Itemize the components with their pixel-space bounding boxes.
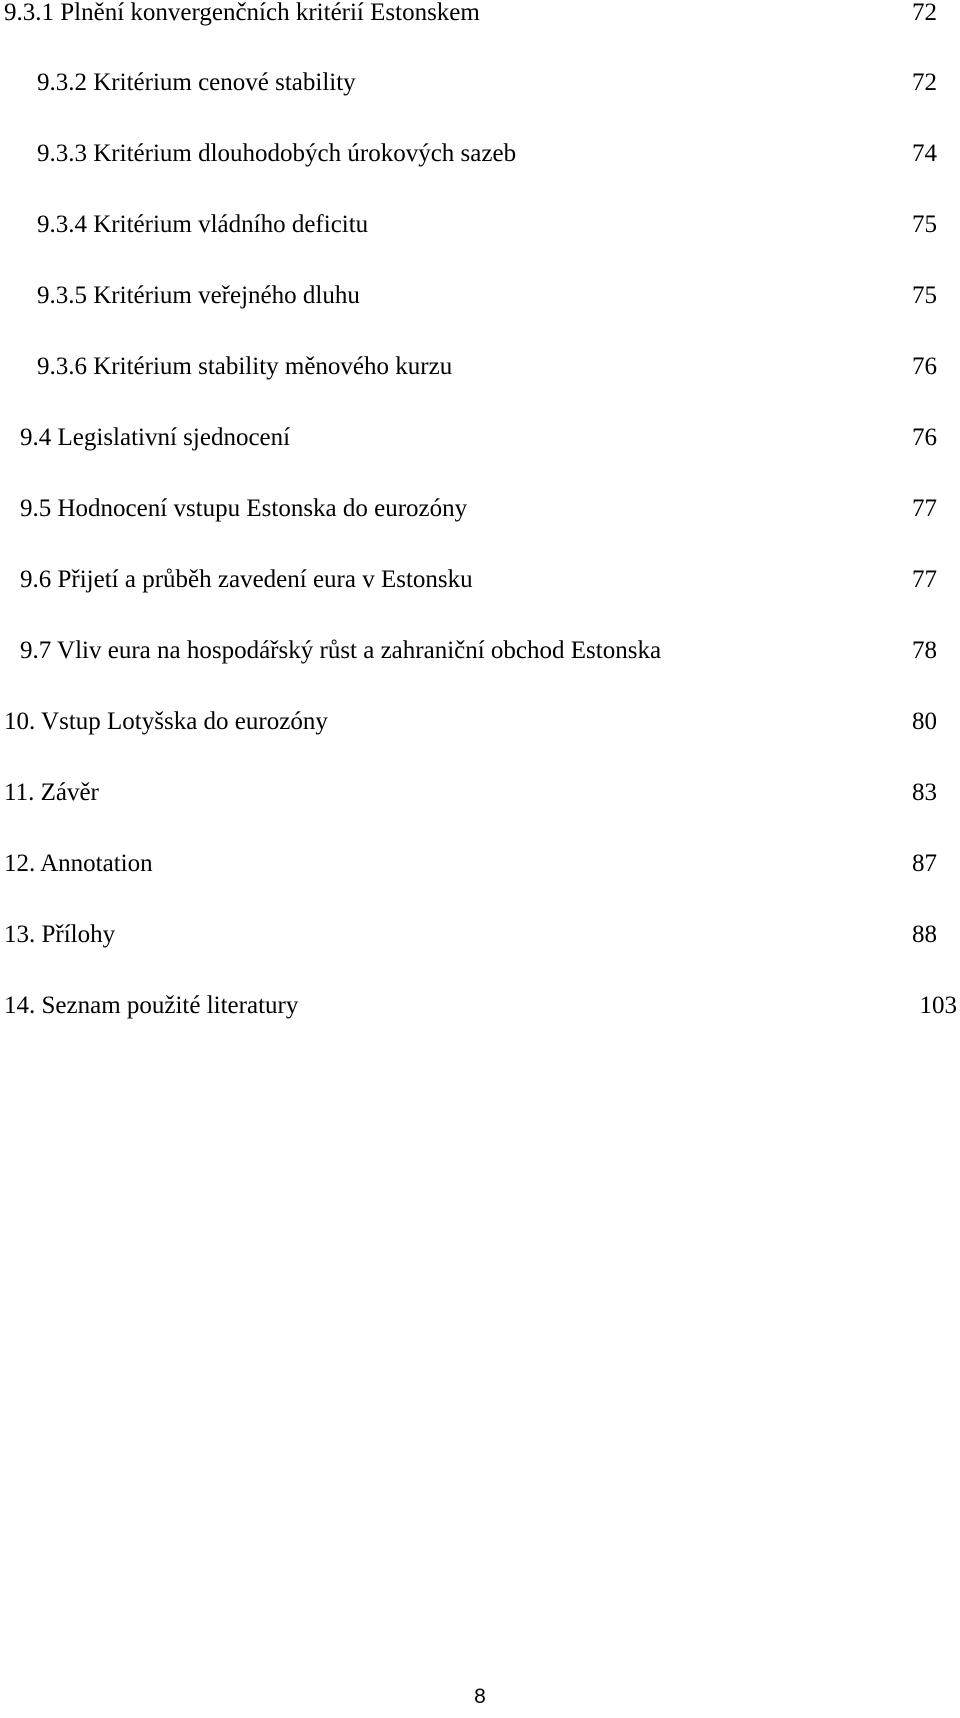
toc-entry-page: 87 bbox=[912, 850, 937, 877]
toc-entry bbox=[0, 134, 960, 174]
toc-entry bbox=[0, 0, 960, 33]
toc-entry-page: 77 bbox=[912, 566, 937, 593]
toc-entry-page: 77 bbox=[912, 495, 937, 522]
toc-entry-page: 72 bbox=[912, 0, 937, 26]
toc-entry bbox=[0, 844, 960, 884]
toc-entry-label: 14. Seznam použité literatury bbox=[4, 992, 299, 1019]
toc-entry-label: 10. Vstup Lotyšska do eurozóny bbox=[4, 708, 328, 735]
toc-entry-label: 9.3.3 Kritérium dlouhodobých úrokových sazeb bbox=[37, 140, 517, 167]
toc-entry-page: 75 bbox=[912, 282, 937, 309]
toc-entry-label: 9.3.2 Kritérium cenové stability bbox=[37, 69, 356, 96]
toc-entry bbox=[0, 205, 960, 245]
toc-entry bbox=[0, 986, 960, 1026]
toc-entry-label: 9.3.4 Kritérium vládního deficitu bbox=[37, 211, 369, 238]
toc-entry bbox=[0, 418, 960, 458]
toc-entry bbox=[0, 702, 960, 742]
toc-entry bbox=[0, 347, 960, 387]
toc-entry-page: 76 bbox=[912, 424, 937, 451]
toc-entry bbox=[0, 773, 960, 813]
toc-entry-page: 80 bbox=[912, 708, 937, 735]
toc-entry-page: 78 bbox=[912, 637, 937, 664]
toc-entry-page: 72 bbox=[912, 69, 937, 96]
toc-entry-label: 9.6 Přijetí a průběh zavedení eura v Estonsku bbox=[20, 566, 473, 593]
toc-entry-label: 9.4 Legislativní sjednocení bbox=[20, 424, 291, 451]
toc-entry-page: 75 bbox=[912, 211, 937, 238]
toc-entry-label: 9.7 Vliv eura na hospodářský růst a zahraniční obchod Estonska bbox=[20, 637, 662, 664]
toc-entry bbox=[0, 631, 960, 671]
toc-entry bbox=[0, 489, 960, 529]
toc-entry bbox=[0, 63, 960, 103]
toc-entry-label: 12. Annotation bbox=[4, 850, 153, 877]
toc-entry-label: 9.5 Hodnocení vstupu Estonska do eurozóny bbox=[20, 495, 468, 522]
toc-entry-label: 11. Závěr bbox=[4, 779, 99, 806]
toc-entry bbox=[0, 915, 960, 955]
toc-entry bbox=[0, 276, 960, 316]
toc-entry-page: 88 bbox=[912, 921, 937, 948]
toc-entry-label: 9.3.6 Kritérium stability měnového kurzu bbox=[37, 353, 453, 380]
toc-entry-page: 83 bbox=[912, 779, 937, 806]
page-number: 8 bbox=[474, 1685, 486, 1708]
toc-entry-label: 13. Přílohy bbox=[4, 921, 116, 948]
toc-entry-label: 9.3.5 Kritérium veřejného dluhu bbox=[37, 282, 360, 309]
toc-entry-label: 9.3.1 Plnění konvergenčních kritérií Estonskem bbox=[4, 0, 480, 26]
toc-entry-page: 76 bbox=[912, 353, 937, 380]
toc-entry-page: 74 bbox=[912, 140, 937, 167]
toc-entry bbox=[0, 560, 960, 600]
toc-entry-page: 103 bbox=[919, 992, 957, 1019]
